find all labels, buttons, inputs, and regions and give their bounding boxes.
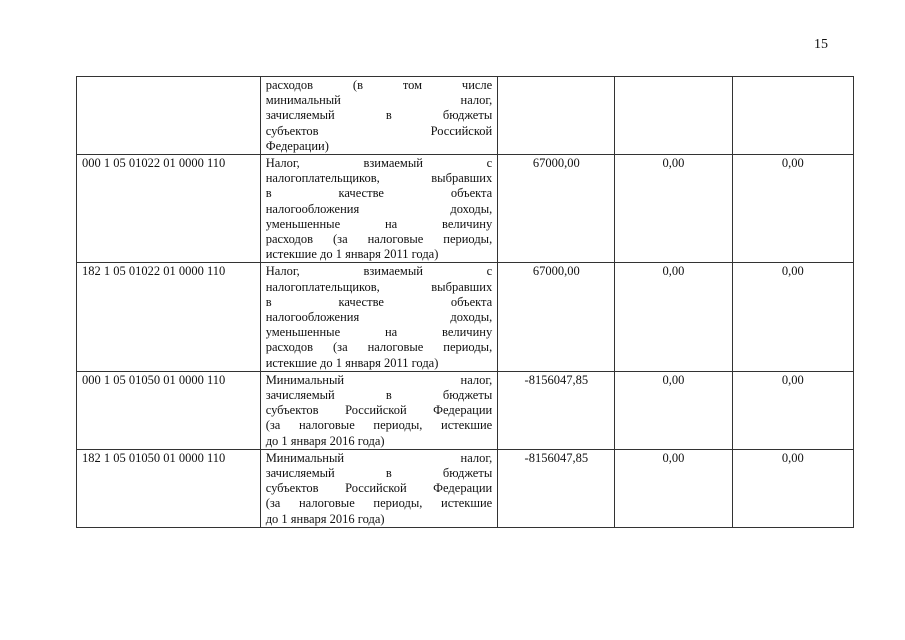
- amount-cell-2: 0,00: [615, 449, 732, 527]
- amount-cell-2: 0,00: [615, 263, 732, 371]
- name-line: расходов (за налоговые периоды,: [265, 340, 493, 355]
- table-row: [77, 77, 854, 155]
- income-name-cell: [260, 77, 498, 155]
- name-line: субъектов Российской: [265, 123, 493, 138]
- name-line: (за налоговые периоды, истекшие: [265, 418, 493, 433]
- budget-code-cell: 000 1 05 01050 01 0000 110: [77, 371, 261, 449]
- name-line: субъектов Российской Федерации: [265, 481, 493, 496]
- name-line: субъектов Российской Федерации: [265, 403, 493, 418]
- name-line: зачисляемый в бюджеты: [265, 108, 493, 123]
- amount-cell-1: [498, 77, 615, 155]
- name-line: до 1 января 2016 года): [265, 433, 385, 448]
- name-line: Налог, взимаемый с: [265, 264, 493, 279]
- income-name-cell: [260, 449, 498, 527]
- page-number: 15: [814, 37, 828, 52]
- income-name-cell: [260, 263, 498, 371]
- amount-cell-3: 0,00: [732, 155, 853, 263]
- name-line: Налог, взимаемый с: [265, 156, 493, 171]
- name-line: уменьшенные на величину: [265, 216, 493, 231]
- budget-code-cell: 182 1 05 01022 01 0000 110: [77, 263, 261, 371]
- amount-cell-3: [732, 77, 853, 155]
- amount-cell-1: 67000,00: [498, 155, 615, 263]
- name-line: зачисляемый в бюджеты: [265, 388, 493, 403]
- table-row: [77, 155, 854, 263]
- income-name-cell: [260, 155, 498, 263]
- name-line: налогообложения доходы,: [265, 310, 493, 325]
- table-row: [77, 449, 854, 527]
- amount-cell-2: 0,00: [615, 155, 732, 263]
- budget-code-cell: 000 1 05 01022 01 0000 110: [77, 155, 261, 263]
- amount-cell-1: -8156047,85: [498, 371, 615, 449]
- amount-cell-3: 0,00: [732, 263, 853, 371]
- name-line: налогоплательщиков, выбравших: [265, 171, 493, 186]
- name-line: истекшие до 1 января 2011 года): [265, 355, 439, 370]
- name-line: уменьшенные на величину: [265, 325, 493, 340]
- name-line: в качестве объекта: [265, 186, 493, 201]
- amount-cell-1: 67000,00: [498, 263, 615, 371]
- table-row: [77, 263, 854, 371]
- name-line: Федерации): [265, 138, 329, 153]
- amount-cell-2: 0,00: [615, 371, 732, 449]
- name-line: расходов (в том числе: [265, 78, 493, 92]
- name-line: в качестве объекта: [265, 294, 493, 309]
- budget-code-cell: [77, 77, 261, 155]
- budget-table: [76, 76, 854, 528]
- table-row: [77, 371, 854, 449]
- name-line: расходов (за налоговые периоды,: [265, 232, 493, 247]
- name-line: Минимальный налог,: [265, 372, 493, 387]
- amount-cell-2: [615, 77, 732, 155]
- amount-cell-3: 0,00: [732, 449, 853, 527]
- amount-cell-3: 0,00: [732, 371, 853, 449]
- name-line: налогообложения доходы,: [265, 201, 493, 216]
- name-line: истекшие до 1 января 2011 года): [265, 247, 439, 262]
- name-line: зачисляемый в бюджеты: [265, 466, 493, 481]
- name-line: Минимальный налог,: [265, 450, 493, 465]
- budget-code-cell: 182 1 05 01050 01 0000 110: [77, 449, 261, 527]
- income-name-cell: [260, 371, 498, 449]
- name-line: (за налоговые периоды, истекшие: [265, 496, 493, 511]
- name-line: до 1 января 2016 года): [265, 511, 385, 526]
- amount-cell-1: -8156047,85: [498, 449, 615, 527]
- name-line: минимальный налог,: [265, 93, 493, 108]
- name-line: налогоплательщиков, выбравших: [265, 279, 493, 294]
